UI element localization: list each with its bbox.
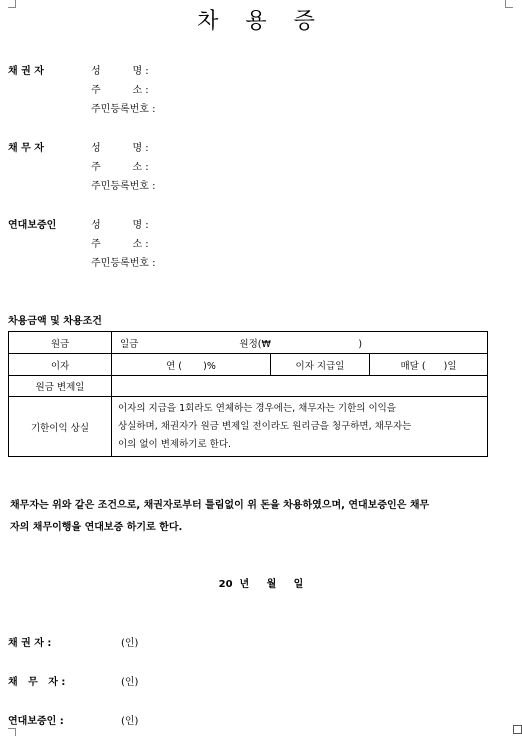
debtor-address-field: 주 소 : bbox=[91, 162, 149, 173]
debtor-id-field: 주민등록번호 : bbox=[91, 181, 156, 192]
loan-statement bbox=[10, 495, 495, 539]
signature-guarantor-seal: (인) bbox=[121, 716, 139, 727]
loan-terms-table bbox=[8, 331, 488, 457]
statement-line: 채무자는 위와 같은 조건으로, 채권자로부터 틀림없이 위 돈을 차용하였으며, 연대보증인은 채무 bbox=[10, 500, 430, 511]
statement-line: 자의 채무이행을 연대보증 하기로 한다. bbox=[10, 522, 183, 533]
acceleration-line: 이의 없이 변제하기로 한다. bbox=[118, 438, 232, 450]
repayment-date-value bbox=[112, 376, 488, 397]
table-row bbox=[9, 376, 488, 397]
table-row bbox=[9, 354, 488, 376]
signature-creditor-seal: (인) bbox=[121, 638, 139, 649]
acceleration-label: 기한이익 상실 bbox=[9, 397, 112, 457]
signature-debtor-label: 채 무 자 : bbox=[8, 677, 66, 688]
date-line: 20 년 월 일 bbox=[218, 579, 304, 590]
principal-cell bbox=[112, 332, 488, 354]
principal-prefix: 일금 bbox=[120, 338, 139, 350]
interest-pay-value: 매달 ( )일 bbox=[370, 354, 488, 376]
acceleration-line: 이자의 지급을 1회라도 연체하는 경우에는, 채무자는 기한의 이익을 bbox=[118, 402, 396, 414]
guarantor-address-field: 주 소 : bbox=[91, 239, 149, 250]
debtor-name-field: 성 명 : bbox=[91, 143, 149, 154]
principal-unit: 원정(₩ ) bbox=[239, 338, 363, 350]
interest-pay-label: 이자 지급일 bbox=[271, 354, 370, 376]
acceleration-text bbox=[112, 397, 488, 457]
page-mark-icon bbox=[513, 725, 522, 734]
crop-mark-bottom-left bbox=[8, 728, 16, 736]
guarantor-id-field: 주민등록번호 : bbox=[91, 258, 156, 269]
table-row bbox=[9, 332, 488, 354]
creditor-label: 채 권 자 bbox=[8, 66, 44, 77]
creditor-name-field: 성 명 : bbox=[91, 66, 149, 77]
section-title: 차용금액 및 차용조건 bbox=[8, 316, 102, 327]
repayment-date-label: 원금 변제일 bbox=[9, 376, 112, 397]
creditor-id-field: 주민등록번호 : bbox=[91, 104, 156, 115]
interest-label: 이자 bbox=[9, 354, 112, 376]
interest-rate-cell: 연 ( )% bbox=[112, 354, 271, 376]
signature-guarantor-label: 연대보증인 : bbox=[8, 716, 64, 727]
acceleration-line: 상실하며, 채권자가 원금 변제일 전이라도 원리금을 청구하면, 채무자는 bbox=[118, 420, 412, 432]
debtor-label: 채 무 자 bbox=[8, 143, 44, 154]
table-row bbox=[9, 397, 488, 457]
guarantor-name-field: 성 명 : bbox=[91, 220, 149, 231]
guarantor-label: 연대보증인 bbox=[8, 220, 57, 231]
document-title: 차 용 증 bbox=[197, 9, 325, 34]
signature-debtor-seal: (인) bbox=[121, 677, 139, 688]
creditor-address-field: 주 소 : bbox=[91, 85, 149, 96]
principal-label: 원금 bbox=[9, 332, 112, 354]
signature-creditor-label: 채 권 자 : bbox=[8, 638, 52, 649]
